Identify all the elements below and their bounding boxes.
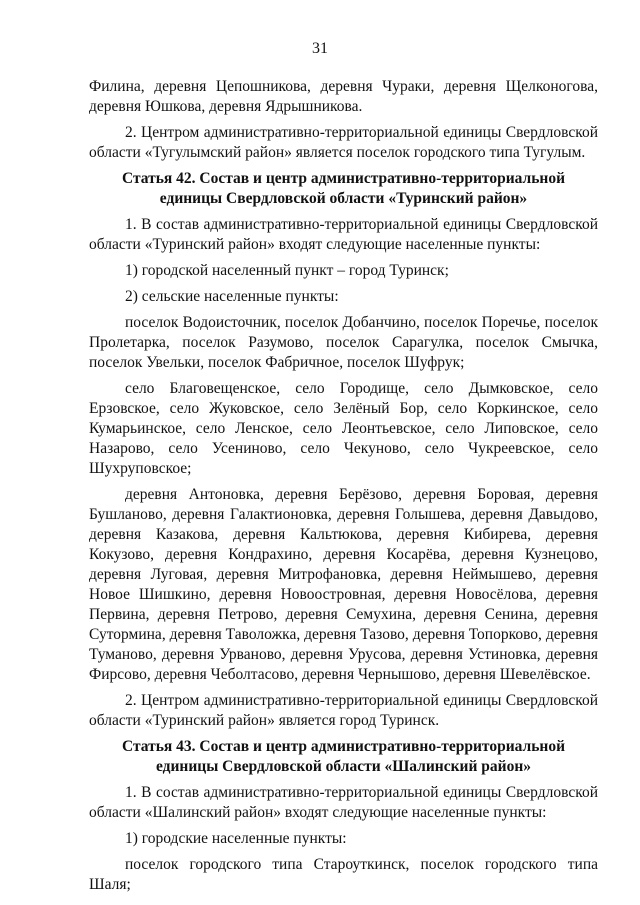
list-item-rural: 2) сельские населенные пункты:: [125, 288, 339, 305]
paragraph-villages-derevnya: деревня Антоновка, деревня Берёзово, деревня Боровая, деревня Бушланово, деревня Галактионовка, деревня Голышева, деревня Давыдово, деревня Казакова, деревня Кальтюкова, деревня Кибирева, деревня Кокузово, деревня Кондрахино, деревня Косарёва, деревня Кузнецово, деревня Луговая, деревня Митрофановка, деревня Неймышево, деревня Новое Шишкино, деревня Новоостровная, деревня Новосёлова, деревня Первина, деревня Петрово, деревня Семухина, деревня Сенина, деревня Сутормина, деревня Таволожка, деревня Тазово, деревня Топорково, деревня Туманово, деревня Урваново, деревня Урусова, деревня Устиновка, деревня Фирсово, деревня Чеболтасово, деревня Чернышово, деревня Шевелёвское.: [89, 486, 598, 683]
list-item-urban: 1) городской населенный пункт – город Туринск;: [125, 262, 449, 279]
paragraph-shalinsky-urban: поселок городского типа Староуткинск, поселок городского типа Шаля;: [89, 856, 598, 893]
page-number: 31: [312, 40, 328, 57]
paragraph-tugulym-center: 2. Центром административно-территориальной единицы Свердловской области «Тугулымский район» является поселок городского типа Тугулым.: [89, 124, 598, 161]
article-42-heading: Статья 42. Состав и центр административно-территориальной единицы Свердловской области «Туринский район»: [121, 170, 566, 207]
paragraph-settlements: поселок Водоисточник, поселок Добанчино, поселок Поречье, поселок Пролетарка, поселок Разумово, поселок Сарагулка, поселок Смычка, поселок Увельки, поселок Фабричное, поселок Шуфрук;: [89, 314, 598, 371]
document-body: [89, 77, 598, 901]
article-43-heading: Статья 43. Состав и центр административно-территориальной единицы Свердловской области «Шалинский район»: [121, 738, 566, 775]
paragraph-continued: Филина, деревня Цепошникова, деревня Чураки, деревня Щелконогова, деревня Юшкова, деревня Ядрышникова.: [89, 78, 598, 115]
paragraph-turinsky-composition: 1. В состав административно-территориальной единицы Свердловской области «Туринский район» входят следующие населенные пункты:: [89, 216, 598, 253]
paragraph-villages-selo: село Благовещенское, село Городище, село Дымковское, село Ерзовское, село Жуковское, село Зелёный Бор, село Коркинское, село Кумарьинское, село Ленское, село Леонтьевское, село Липовское, село Назарово, село Усениново, село Чекуново, село Чукреевское, село Шухруповское;: [89, 380, 598, 477]
list-item-urban-plural: 1) городские населенные пункты:: [125, 830, 347, 847]
paragraph-shalinsky-composition: 1. В состав административно-территориальной единицы Свердловской области «Шалинский район» входят следующие населенные пункты:: [89, 784, 598, 821]
paragraph-turinsky-center: 2. Центром административно-территориальной единицы Свердловской области «Туринский район» является город Туринск.: [89, 692, 598, 729]
